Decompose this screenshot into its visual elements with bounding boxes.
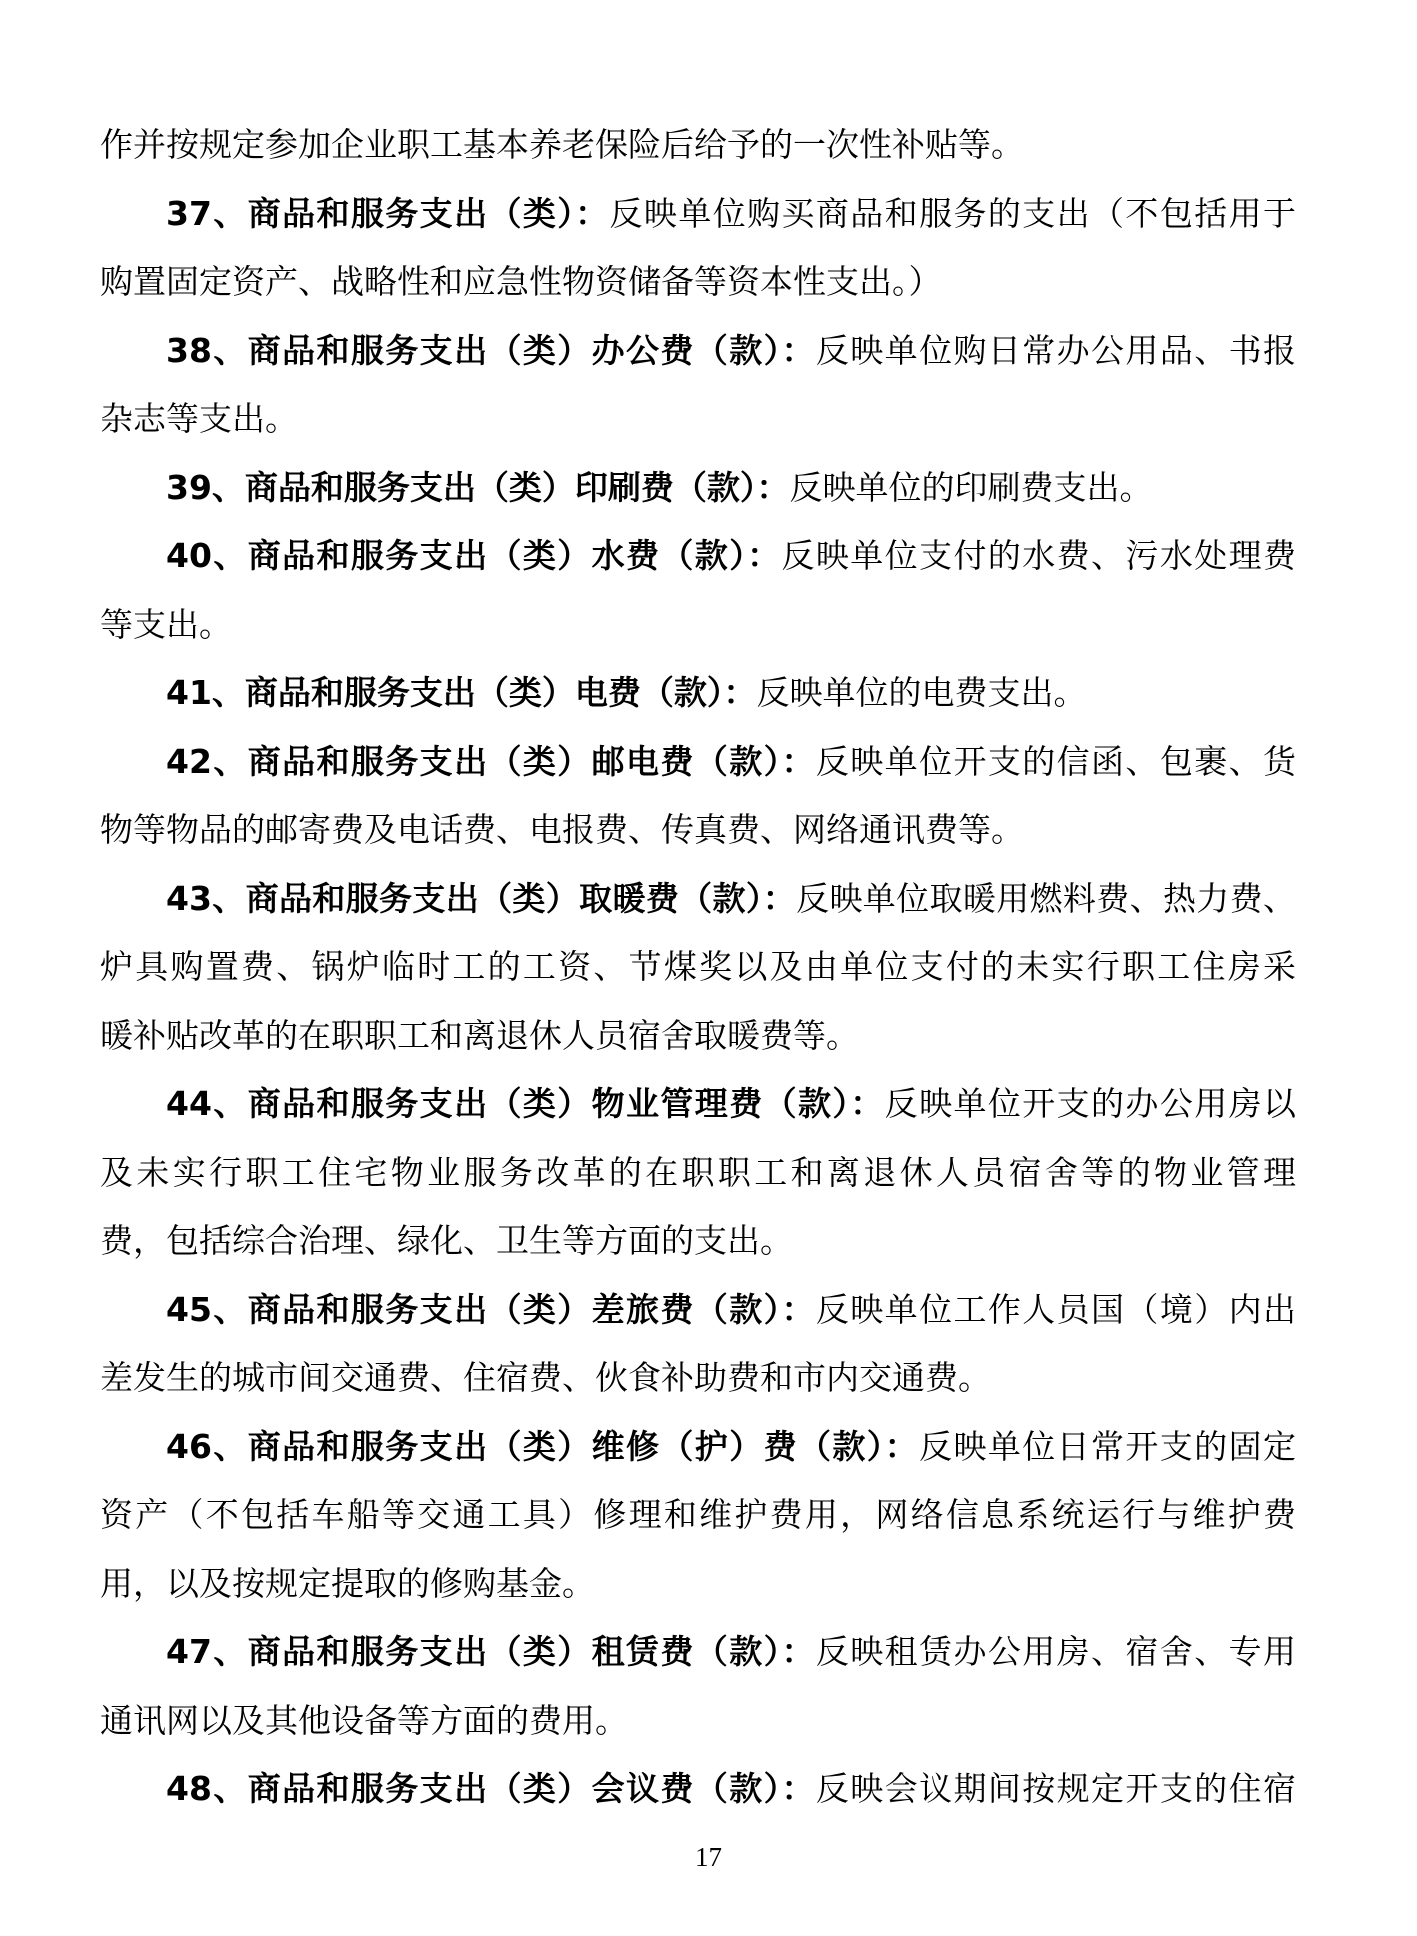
line-body: 反映单位开支的信函、包裹、货 (815, 741, 1296, 781)
line-item-40-start (100, 522, 1296, 591)
line-item-45-cont (100, 1344, 1296, 1413)
line-item-42-start (100, 728, 1296, 797)
line-body: 反映单位的印刷费支出。 (789, 467, 1153, 507)
line-item-45-start (100, 1276, 1296, 1345)
line-body: 作并按规定参加企业职工基本养老保险后给予的一次性补贴等。 (100, 125, 1024, 164)
line-item-41-start (100, 659, 1296, 728)
line-body: 购置固定资产、战略性和应急性物资储备等资本性支出。） (100, 262, 942, 301)
line-item-44-start (100, 1070, 1296, 1139)
line-body: 反映单位取暖用燃料费、热力费、 (796, 878, 1296, 918)
line-body: 等支出。 (100, 604, 232, 644)
line-body: 反映单位日常开支的固定 (919, 1426, 1296, 1466)
line-item-40-cont (100, 591, 1296, 660)
item-48-heading: 48、商品和服务支出（类）会议费（款）： (166, 1769, 816, 1808)
line-item-38-cont (100, 385, 1296, 454)
line-item-48-start (100, 1755, 1296, 1824)
line-item-38-start (100, 317, 1296, 386)
page-number: 17 (695, 1842, 722, 1872)
line-body: 费，包括综合治理、绿化、卫生等方面的支出。 (100, 1221, 793, 1260)
item-44-heading: 44、商品和服务支出（类）物业管理费（款）： (166, 1084, 885, 1123)
line-item-43-start (100, 865, 1296, 934)
line-body: 物等物品的邮寄费及电话费、电报费、传真费、网络通讯费等。 (100, 810, 1024, 849)
item-37-heading: 37、商品和服务支出（类）： (166, 193, 610, 233)
line-body: 反映单位购买商品和服务的支出（不包括用于 (609, 193, 1296, 233)
line-item-39-start (100, 454, 1296, 523)
line-body: 杂志等支出。 (100, 399, 298, 438)
item-47-heading: 47、商品和服务支出（类）租赁费（款）： (166, 1632, 816, 1671)
line-item-46-cont-2 (100, 1550, 1296, 1619)
item-40-heading: 40、商品和服务支出（类）水费（款）： (166, 536, 782, 575)
line-body: 反映单位支付的水费、污水处理费 (781, 536, 1296, 575)
line-item-37-start (100, 180, 1296, 249)
line-body: 及未实行职工住宅物业服务改革的在职职工和离退休人员宿舍等的物业管理 (100, 1152, 1296, 1192)
line-item-46-start (100, 1413, 1296, 1482)
item-45-heading: 45、商品和服务支出（类）差旅费（款）： (166, 1289, 816, 1329)
line-item-43-cont-1 (100, 933, 1296, 1002)
document-body (100, 111, 1296, 1824)
line-body: 反映会议期间按规定开支的住宿 (815, 1769, 1296, 1808)
line-item-44-cont-1 (100, 1139, 1296, 1208)
line-body: 反映单位的电费支出。 (756, 673, 1087, 712)
line-body: 反映单位购日常办公用品、书报 (815, 330, 1296, 370)
item-46-heading: 46、商品和服务支出（类）维修（护）费（款）： (166, 1426, 920, 1466)
line-body: 通讯网以及其他设备等方面的费用。 (100, 1700, 628, 1740)
line-item-47-start (100, 1618, 1296, 1687)
line-item-42-cont (100, 796, 1296, 865)
item-38-heading: 38、商品和服务支出（类）办公费（款）： (166, 330, 816, 370)
line-body: 反映租赁办公用房、宿舍、专用 (815, 1632, 1296, 1671)
line-item-43-cont-2 (100, 1002, 1296, 1071)
item-39-heading: 39、商品和服务支出（类）印刷费（款）： (166, 467, 790, 507)
line-item-37-cont (100, 248, 1296, 317)
line-body: 暖补贴改革的在职职工和离退休人员宿舍取暖费等。 (100, 1015, 859, 1055)
line-body: 差发生的城市间交通费、住宿费、伙食补助费和市内交通费。 (100, 1358, 991, 1397)
line-item-47-cont (100, 1687, 1296, 1756)
line-item-46-cont-1 (100, 1481, 1296, 1550)
line-body: 反映单位开支的办公用房以 (884, 1084, 1296, 1123)
line-prev-continuation (100, 111, 1296, 180)
line-body: 用，以及按规定提取的修购基金。 (100, 1563, 595, 1603)
line-item-44-cont-2 (100, 1207, 1296, 1276)
item-42-heading: 42、商品和服务支出（类）邮电费（款）： (166, 741, 816, 781)
line-body: 资产（不包括车船等交通工具）修理和维护费用，网络信息系统运行与维护费 (100, 1495, 1296, 1534)
line-body: 反映单位工作人员国（境）内出 (815, 1289, 1296, 1329)
item-43-heading: 43、商品和服务支出（类）取暖费（款）： (166, 878, 797, 918)
item-41-heading: 41、商品和服务支出（类）电费（款）： (166, 673, 757, 712)
line-body: 炉具购置费、锅炉临时工的工资、节煤奖以及由单位支付的未实行职工住房采 (100, 947, 1296, 986)
